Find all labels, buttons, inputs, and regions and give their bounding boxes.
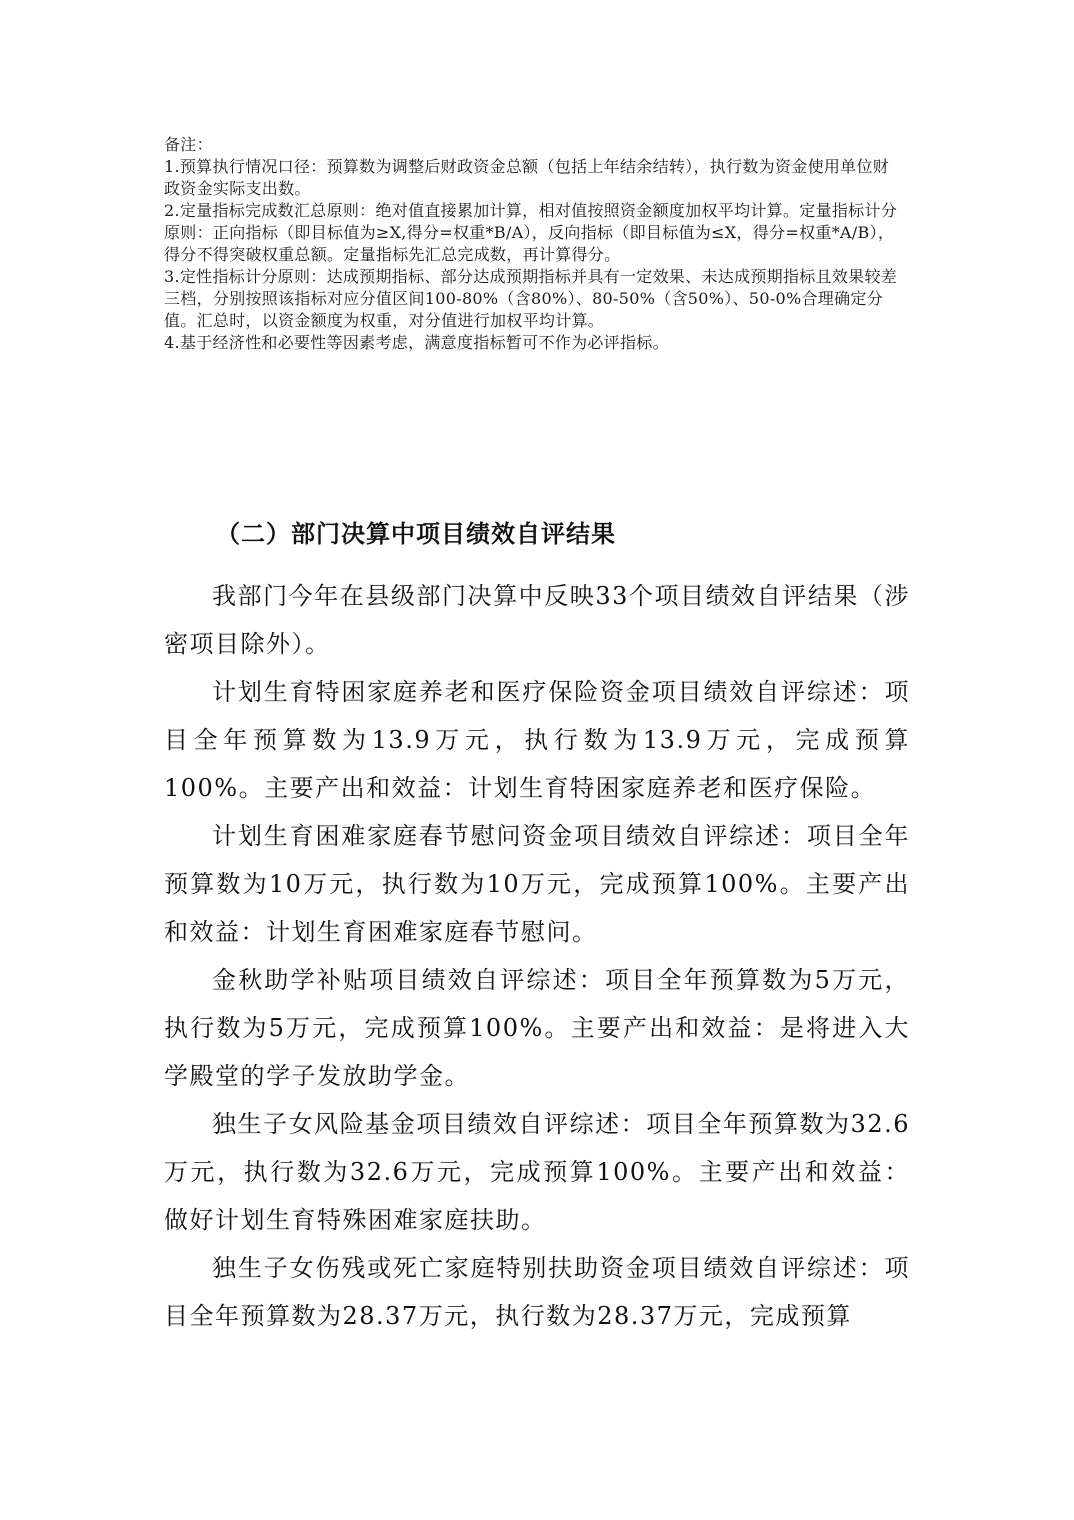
- notes-heading: 备注：: [164, 135, 213, 154]
- paragraph-project-2: 计划生育困难家庭春节慰问资金项目绩效自评综述：项目全年预算数为10万元，执行数为10万元，完成预算100%。主要产出和效益：计划生育困难家庭春节慰问。: [164, 822, 910, 946]
- paragraph-project-5: 独生子女伤残或死亡家庭特别扶助资金项目绩效自评综述：项目全年预算数为28.37万元，执行数为28.37万元，完成预算: [164, 1254, 910, 1330]
- paragraph-project-3: 金秋助学补贴项目绩效自评综述：项目全年预算数为5万元，执行数为5万元，完成预算100%。主要产出和效益：是将进入大学殿堂的学子发放助学金。: [164, 966, 910, 1090]
- body-text: [164, 572, 910, 1340]
- paragraph-intro: 我部门今年在县级部门决算中反映33个项目绩效自评结果（涉密项目除外）。: [164, 582, 910, 658]
- notes-item-1: 1.预算执行情况口径：预算数为调整后财政资金总额（包括上年结余结转），执行数为资金使用单位财政资金实际支出数。: [164, 157, 890, 198]
- section-title: （二）部门决算中项目绩效自评结果: [216, 520, 616, 548]
- paragraph-project-1: 计划生育特困家庭养老和医疗保险资金项目绩效自评综述：项目全年预算数为13.9万元，执行数为13.9万元，完成预算100%。主要产出和效益：计划生育特困家庭养老和医疗保险。: [164, 678, 910, 802]
- paragraph-project-4: 独生子女风险基金项目绩效自评综述：项目全年预算数为32.6万元，执行数为32.6万元，完成预算100%。主要产出和效益：做好计划生育特殊困难家庭扶助。: [164, 1110, 910, 1234]
- notes-block: [164, 134, 904, 354]
- notes-item-4: 4.基于经济性和必要性等因素考虑，满意度指标暂可不作为必评指标。: [164, 333, 669, 352]
- notes-item-2: 2.定量指标完成数汇总原则：绝对值直接累加计算，相对值按照资金额度加权平均计算。定量指标计分原则：正向指标（即目标值为≥X,得分=权重*B/A），反向指标（即目标值为≤X，得分=权重*A/B），得分不得突破权重总额。定量指标先汇总完成数，再计算得分。: [164, 201, 898, 264]
- notes-item-3: 3.定性指标计分原则：达成预期指标、部分达成预期指标并具有一定效果、未达成预期指标且效果较差三档，分别按照该指标对应分值区间100-80%（含80%）、80-50%（含50%）、50-0%合理确定分值。汇总时，以资金额度为权重，对分值进行加权平均计算。: [164, 267, 898, 330]
